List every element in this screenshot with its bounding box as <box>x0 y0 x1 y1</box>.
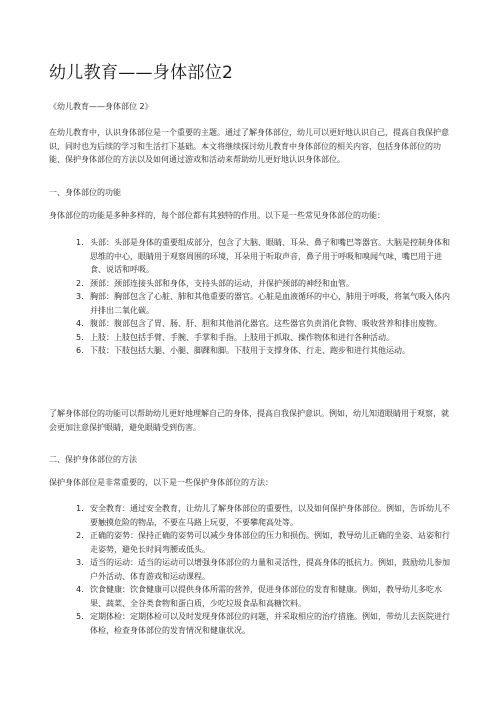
list-item <box>0 610 451 637</box>
list-text: 上肢：上肢包括手臂、手腕、手掌和手指。上肢用于抓取、操作物体和进行各种活动。 <box>90 332 394 342</box>
section2-intro: 保护身体部位是非常重要的，以下是一些保护身体部位的方法： <box>49 478 273 487</box>
list-item <box>0 317 451 331</box>
list-text: 定期体检：定期体检可以及时发现身体部位的问题，并采取相应的治疗措施。例如，带幼儿去医院进行体检，检查身体部位的发育情况和健康状况。 <box>90 612 450 635</box>
list-number: 1. <box>76 238 84 247</box>
list-item <box>0 583 451 610</box>
list-item <box>0 529 451 556</box>
section1-list <box>0 236 451 358</box>
section2-heading: 二、保护身体部位的方法 <box>49 455 137 464</box>
list-text: 安全教育：通过安全教育，让幼儿了解身体部位的重要性，以及如何保护身体部位。例如，告诉幼儿不要触摸危险的物品，不要在马路上玩耍，不要攀爬高处等。 <box>90 504 450 527</box>
list-number: 2. <box>76 278 84 288</box>
list-text: 下肢：下肢包括大腿、小腿、脚踝和脚。下肢用于支撑身体、行走、跑步和进行其他运动。 <box>90 346 410 355</box>
list-text: 正确的姿势：保持正确的姿势可以减少身体部位的压力和损伤。例如，教导幼儿正确的坐姿、站姿和行走姿势，避免长时间弯腰或低头。 <box>90 531 450 554</box>
section1-intro: 身体部位的功能是多种多样的，每个部位都有其独特的作用。以下是一些常见身体部位的功能： <box>49 211 385 220</box>
list-number: 6. <box>76 346 84 355</box>
list-item <box>0 344 451 358</box>
list-number: 4. <box>76 319 84 328</box>
document-title: 幼儿教育——身体部位2 <box>49 63 234 83</box>
list-number: 3. <box>76 558 84 567</box>
list-item <box>0 236 451 277</box>
document-subtitle: 《幼儿教育——身体部位 2》 <box>49 102 153 111</box>
section2-list <box>0 502 451 637</box>
list-item <box>0 502 451 529</box>
list-text: 胸部：胸部包含了心脏、肺和其他重要的器官。心脏是血液循环的中心，肺用于呼吸，将氧气吸入体内并排出二氧化碳。 <box>90 292 450 315</box>
section1-heading: 一、身体部位的功能 <box>49 188 121 197</box>
list-number: 4. <box>76 585 84 594</box>
list-text: 饮食健康：饮食健康可以提供身体所需的营养，促进身体部位的发育和健康。例如，教导幼儿多吃水果、蔬菜、全谷类食物和蛋白质，少吃垃圾食品和高糖饮料。 <box>90 585 442 608</box>
list-item <box>0 331 451 345</box>
intro-paragraph: 在幼儿教育中，认识身体部位是一个重要的主题。通过了解身体部位，幼儿可以更好地认识自己，提高自我保护意识，同时也为后续的学习和生活打下基础。本文将继续探讨幼儿教育中身体部位的相关内容，包括身体部位的功能、保护身体部位的方法以及如何通过游戏和活动来帮助幼儿更好地认识身体部位。 <box>49 128 449 164</box>
list-text: 适当的运动：适当的运动可以增强身体部位的力量和灵活性，提高身体的抵抗力。例如，鼓励幼儿参加户外活动、体育游戏和运动课程。 <box>90 558 450 581</box>
list-number: 5. <box>76 612 84 621</box>
list-text: 头部：头部是身体的重要组成部分，包含了大脑、眼睛、耳朵、鼻子和嘴巴等器官。大脑是控制身体和思维的中心，眼睛用于观察周围的环境，耳朵用于听取声音，鼻子用于呼吸和嗅闻气味，嘴巴用于进食、说话和呼吸。 <box>90 238 450 274</box>
list-number: 1. <box>76 504 84 513</box>
list-item <box>0 277 451 291</box>
list-item <box>0 556 451 583</box>
list-number: 2. <box>76 531 84 540</box>
list-number: 5. <box>76 332 84 342</box>
list-text: 颈部：颈部连接头部和身体，支持头部的运动，并保护颈部的神经和血管。 <box>90 278 354 288</box>
section1-outro: 了解身体部位的功能可以帮助幼儿更好地理解自己的身体，提高自我保护意识。例如，幼儿知道眼睛用于观察，就会更加注意保护眼睛，避免眼睛受到伤害。 <box>49 409 449 432</box>
list-number: 3. <box>76 292 84 301</box>
list-item <box>0 290 451 317</box>
list-text: 腹部：腹部包含了胃、肠、肝、胆和其他消化器官。这些器官负责消化食物、吸收营养和排出废物。 <box>90 319 442 328</box>
